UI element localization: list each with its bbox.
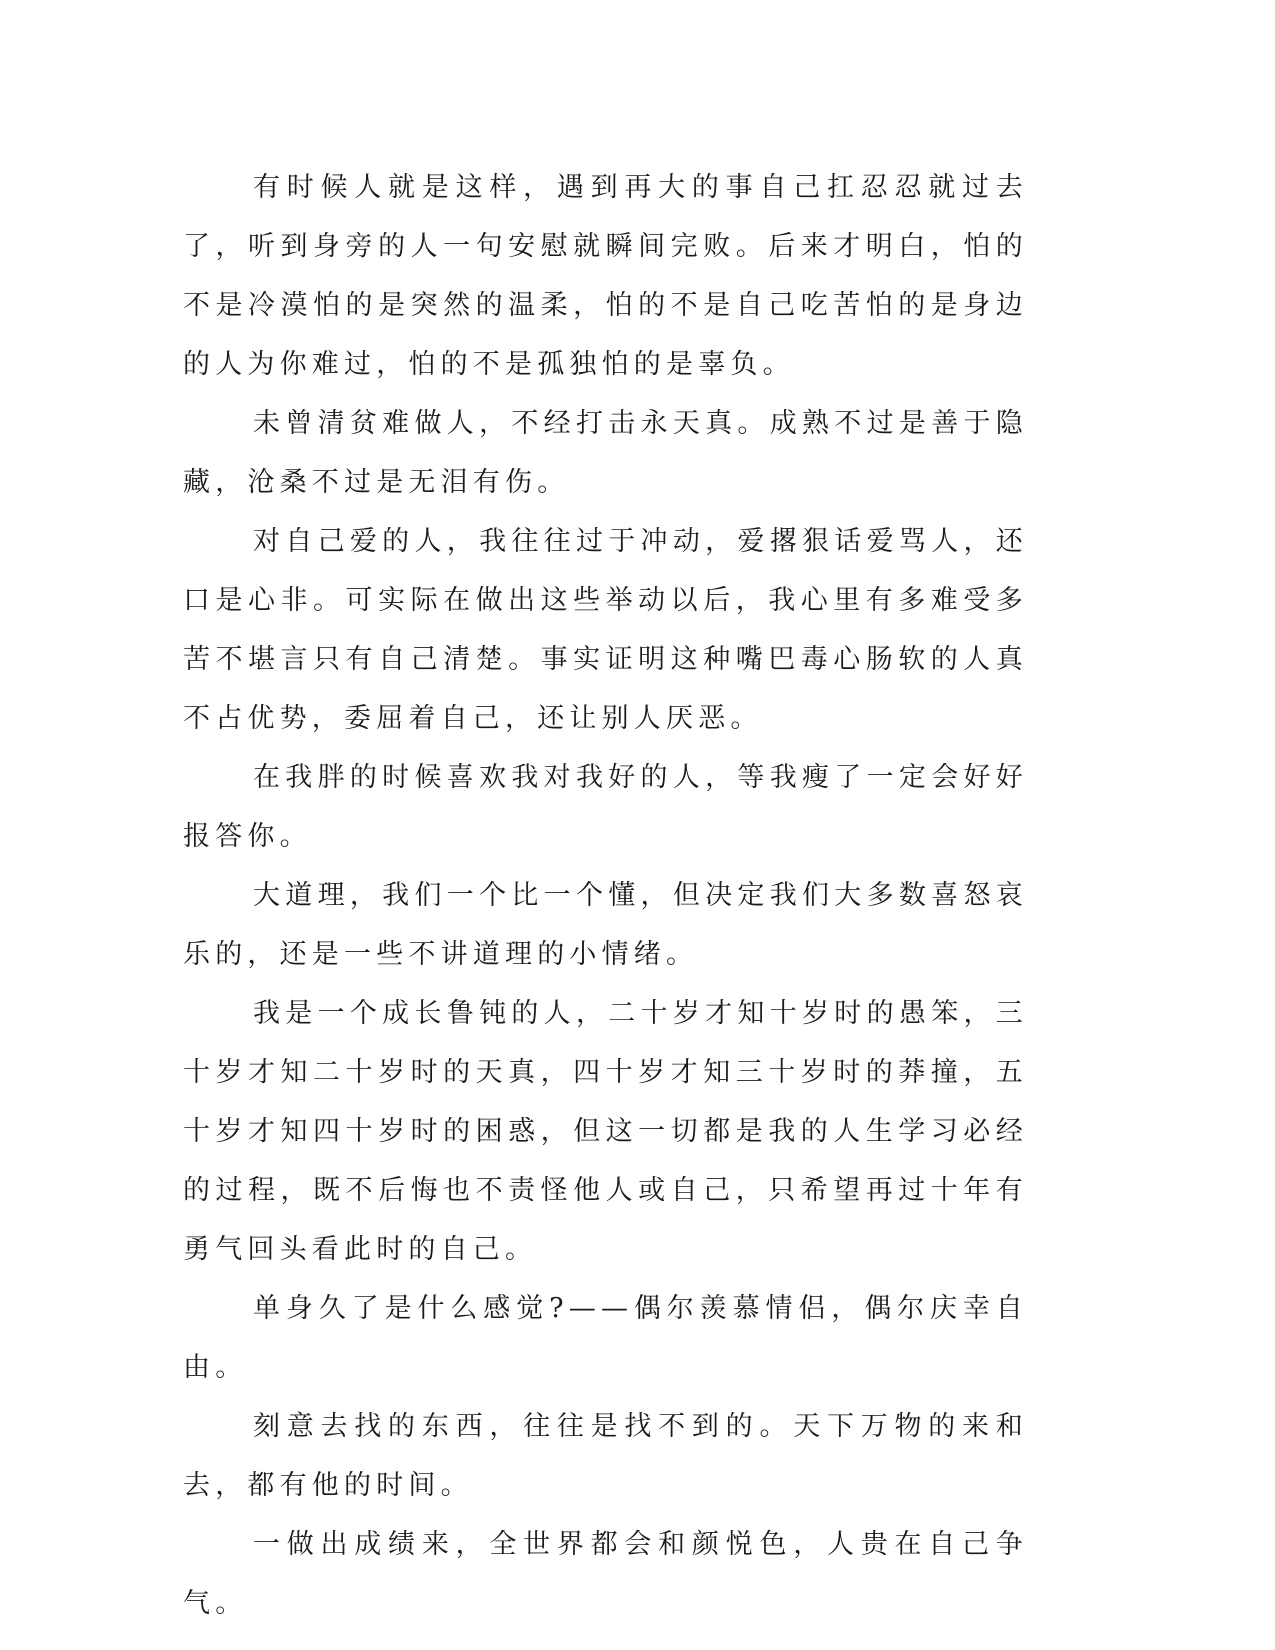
paragraph-6: 我是一个成长鲁钝的人，二十岁才知十岁时的愚笨，三十岁才知二十岁时的天真，四十岁才知三十岁时的莽撞，五十岁才知四十岁时的困惑，但这一切都是我的人生学习必经的过程，既不后悔也不责怪他人或自己，只希望再过十年有勇气回头看此时的自己。 [183,998,1028,1265]
paragraph-5: 大道理，我们一个比一个懂，但决定我们大多数喜怒哀乐的，还是一些不讲道理的小情绪。 [183,880,1028,970]
paragraph-7: 单身久了是什么感觉?——偶尔羡慕情侣，偶尔庆幸自由。 [183,1293,1028,1383]
paragraph-4: 在我胖的时候喜欢我对我好的人，等我瘦了一定会好好报答你。 [183,762,1028,852]
paragraph-1: 有时候人就是这样，遇到再大的事自己扛忍忍就过去了，听到身旁的人一句安慰就瞬间完败。后来才明白，怕的不是冷漠怕的是突然的温柔，怕的不是自己吃苦怕的是身边的人为你难过，怕的不是孤独怕的是辜负。 [183,172,1028,380]
paragraph-9: 一做出成绩来，全世界都会和颜悦色，人贵在自己争气。 [183,1529,1028,1619]
paragraph-8: 刻意去找的东西，往往是找不到的。天下万物的来和去，都有他的时间。 [183,1411,1028,1501]
paragraph-3: 对自己爱的人，我往往过于冲动，爱撂狠话爱骂人，还口是心非。可实际在做出这些举动以后，我心里有多难受多苦不堪言只有自己清楚。事实证明这种嘴巴毒心肠软的人真不占优势，委屈着自己，还让别人厌恶。 [183,526,1028,734]
paragraph-2: 未曾清贫难做人，不经打击永天真。成熟不过是善于隐藏，沧桑不过是无泪有伤。 [183,408,1028,498]
document-body [183,158,1028,1633]
